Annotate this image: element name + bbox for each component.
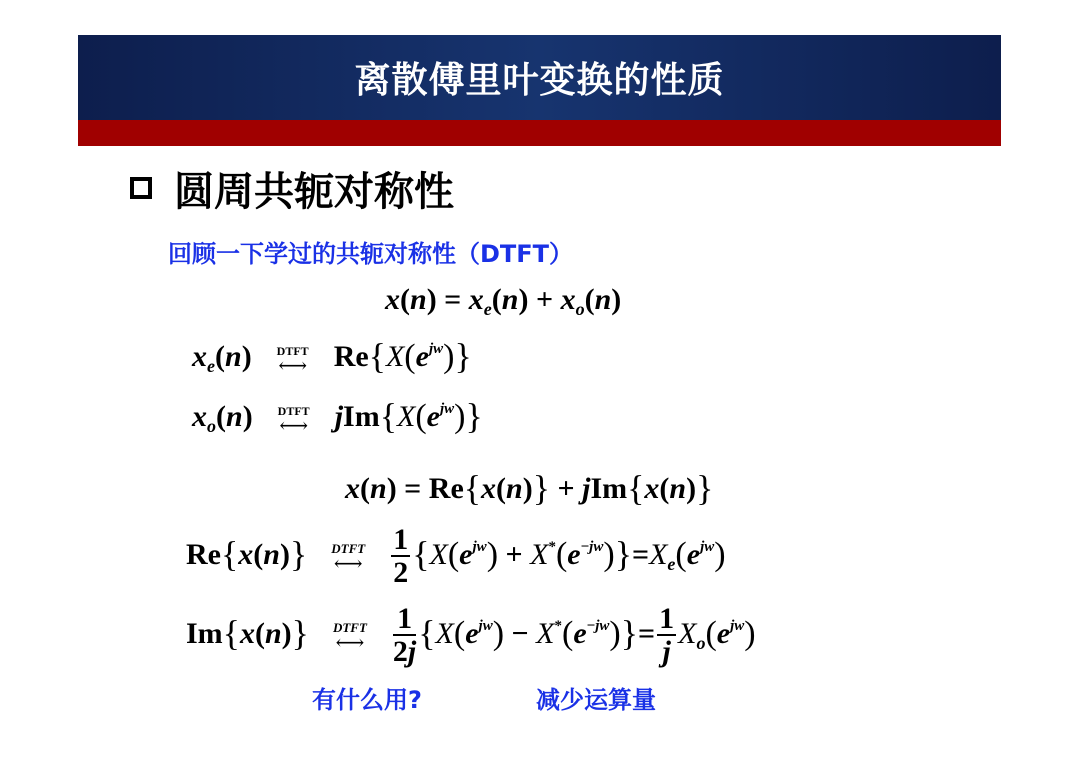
equation-decomposition: $x(n) = x_e(n) + x_o(n)$ (385, 283, 622, 319)
equation-odd-part: $x_o(n)$ DTFT ⟷ $jIm\{X(e^{jw})\}$ (192, 396, 483, 438)
title-accent-strip (78, 120, 1001, 146)
subheading: 回顾一下学过的共轭对称性（DTFT） (168, 240, 574, 268)
equation-imag-transform: Im{x(n)} DTFT ⟷ $\frac{1}{2j}$ $\{X(e^{jw}) - X^*(e^{-jw})\}=$ $\frac{1}{j}$ $X_o(e^{jw})$ (186, 602, 756, 668)
equation-real-transform: Re{x(n)} DTFT ⟷ $\frac{1}{2}$ $\{X(e^{jw}) + X^*(e^{-jw})\}=X_e(e^{jw})$ (186, 523, 726, 589)
square-bullet-icon (130, 177, 152, 199)
note-question: 有什么用? (312, 686, 422, 714)
dtft-arrow: DTFT ⟷ (276, 344, 309, 378)
slide-title: 离散傅里叶变换的性质 (354, 60, 725, 101)
dtft-arrow: DTFT ⟷ (331, 541, 366, 575)
dtft-arrow: DTFT ⟷ (277, 404, 310, 438)
dtft-arrow: DTFT ⟷ (332, 620, 367, 654)
equation-real-imag: x(n) = Re{x(n)} + jIm{x(n)} (345, 468, 714, 508)
equation-even-part: $x_e(n)$ DTFT ⟷ $Re\{X(e^{jw})\}$ (192, 336, 472, 378)
title-banner (78, 35, 1001, 120)
section-heading (130, 160, 454, 216)
note-answer: 减少运算量 (536, 686, 656, 714)
heading-text: 圆周共轭对称性 (174, 168, 454, 215)
